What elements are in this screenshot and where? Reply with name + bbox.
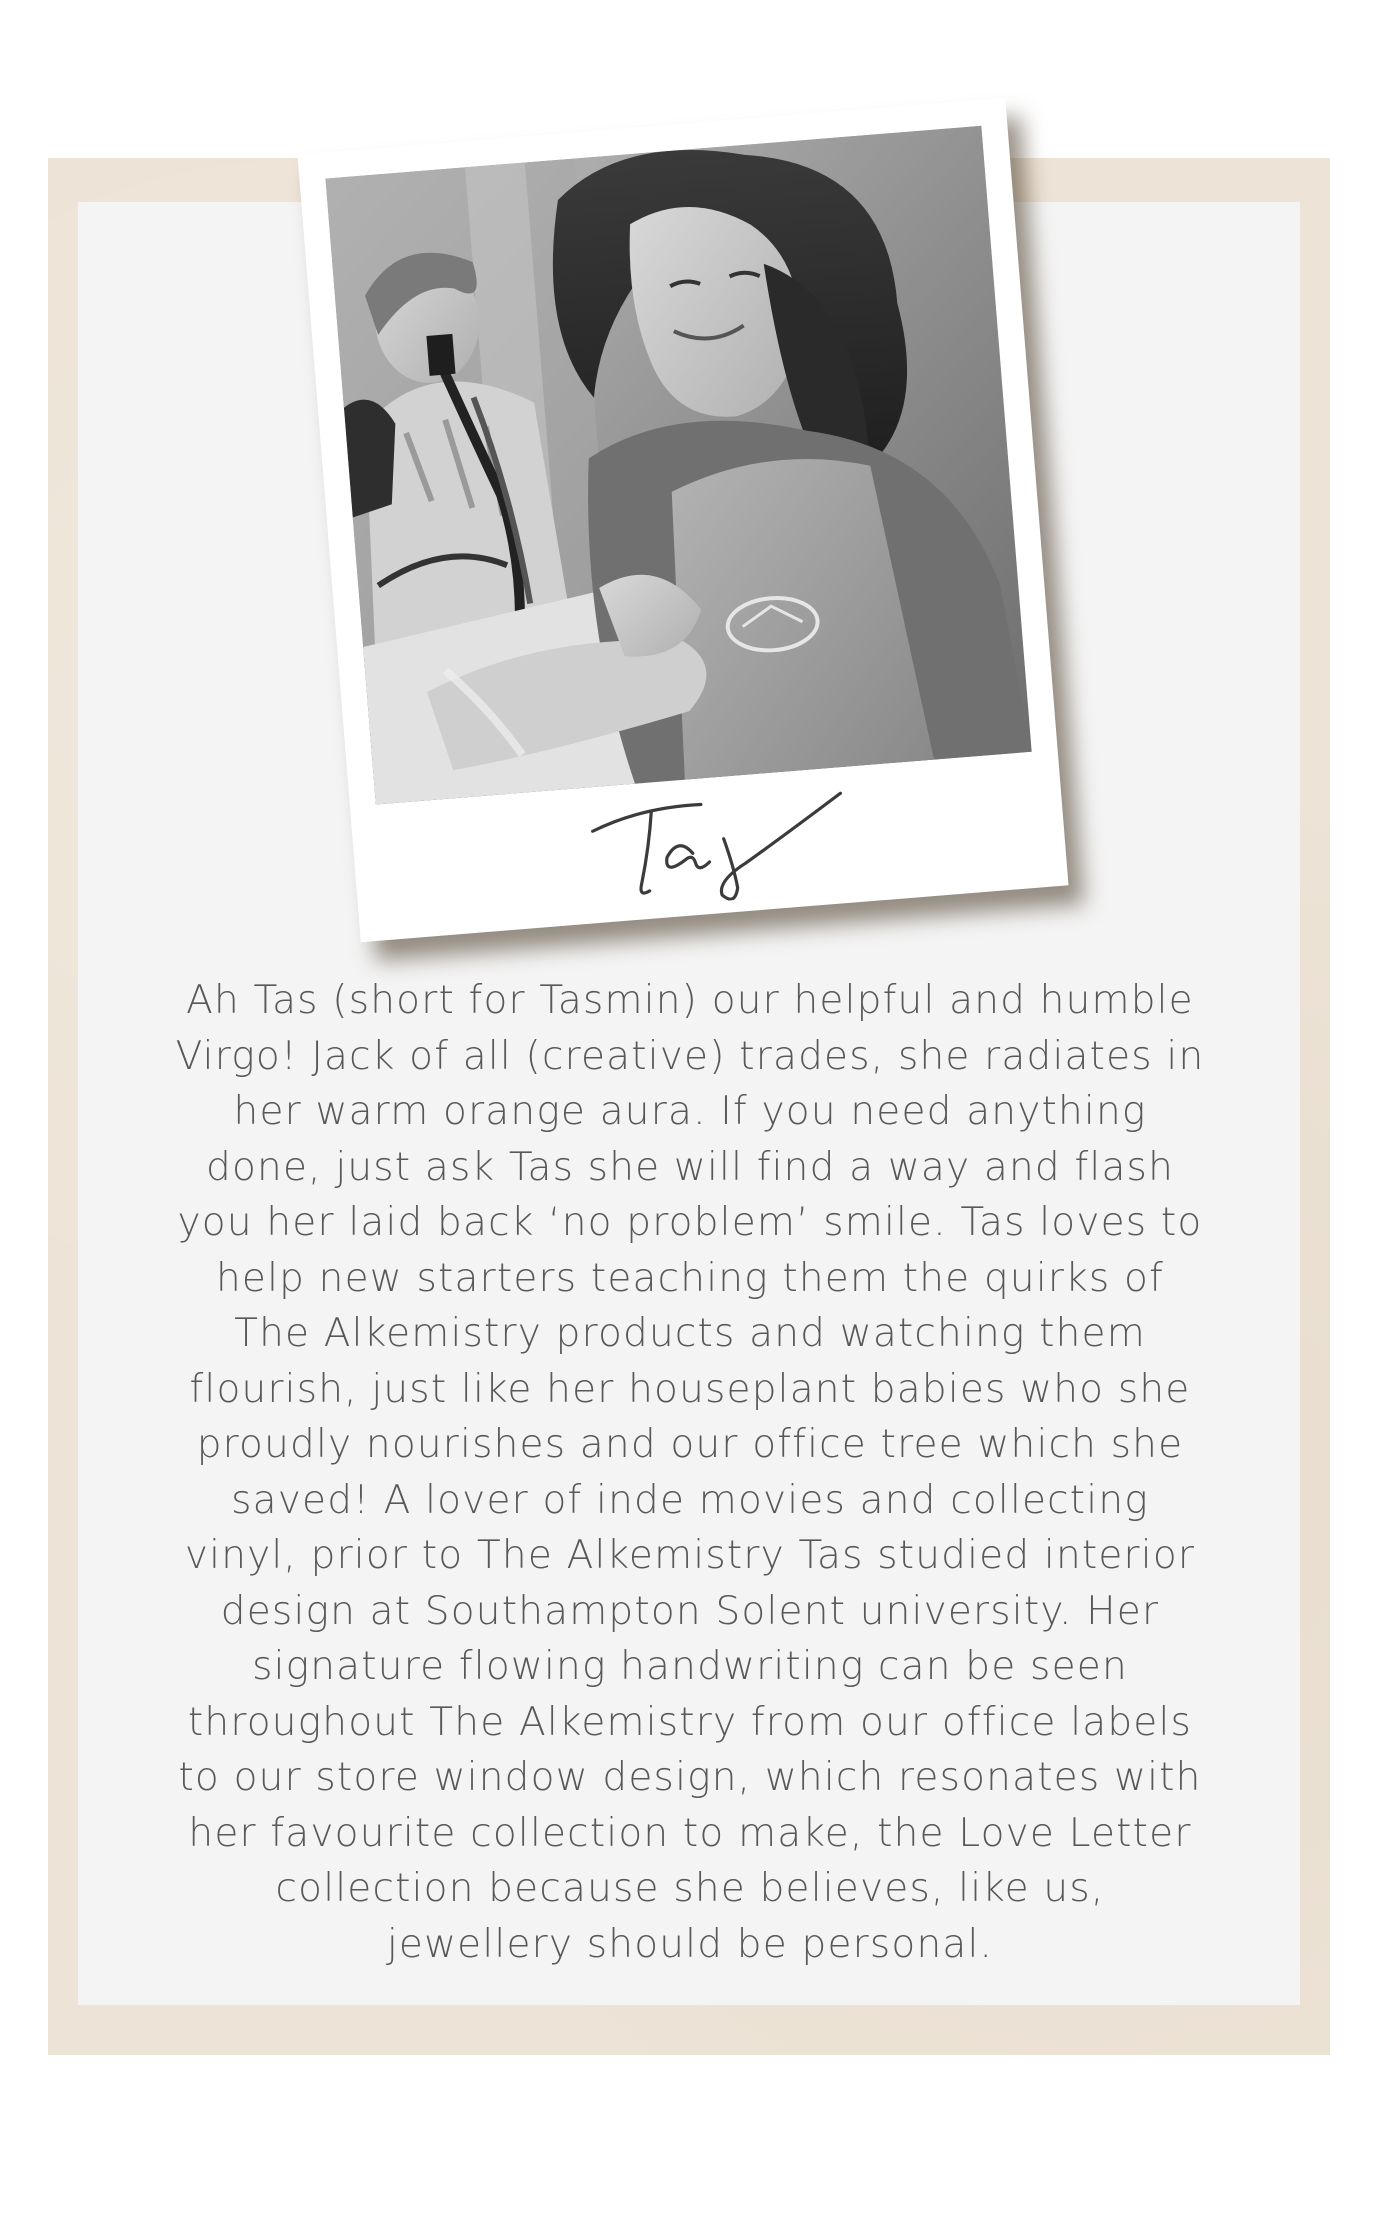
- signature: [579, 770, 868, 912]
- photo: [325, 126, 1031, 805]
- bio-text: Ah Tas (short for Tasmin) our helpful and humble Virgo! Jack of all (creative) trades, she radiates in her warm orange aura. If you need anything done, just ask Tas she will find a way and flash you her laid back ‘no problem’ smile. Tas loves to help new starters teaching them the quirks of The Alkemistry products and watching them flourish, just like her houseplant babies who she proudly nourishes and our office tree which she saved! A lover of inde movies and collecting vinyl, prior to The Alkemistry Tas studied interior design at Southampton Solent university. Her signature flowing handwriting can be seen throughout The Alkemistry from our office labels to our store window design, which resonates with her favourite collection to make, the Love Letter collection because she believes, like us, jewellery should be personal.: [175, 978, 1205, 1967]
- photo-icon: [325, 126, 1031, 805]
- polaroid-card: [297, 98, 1068, 942]
